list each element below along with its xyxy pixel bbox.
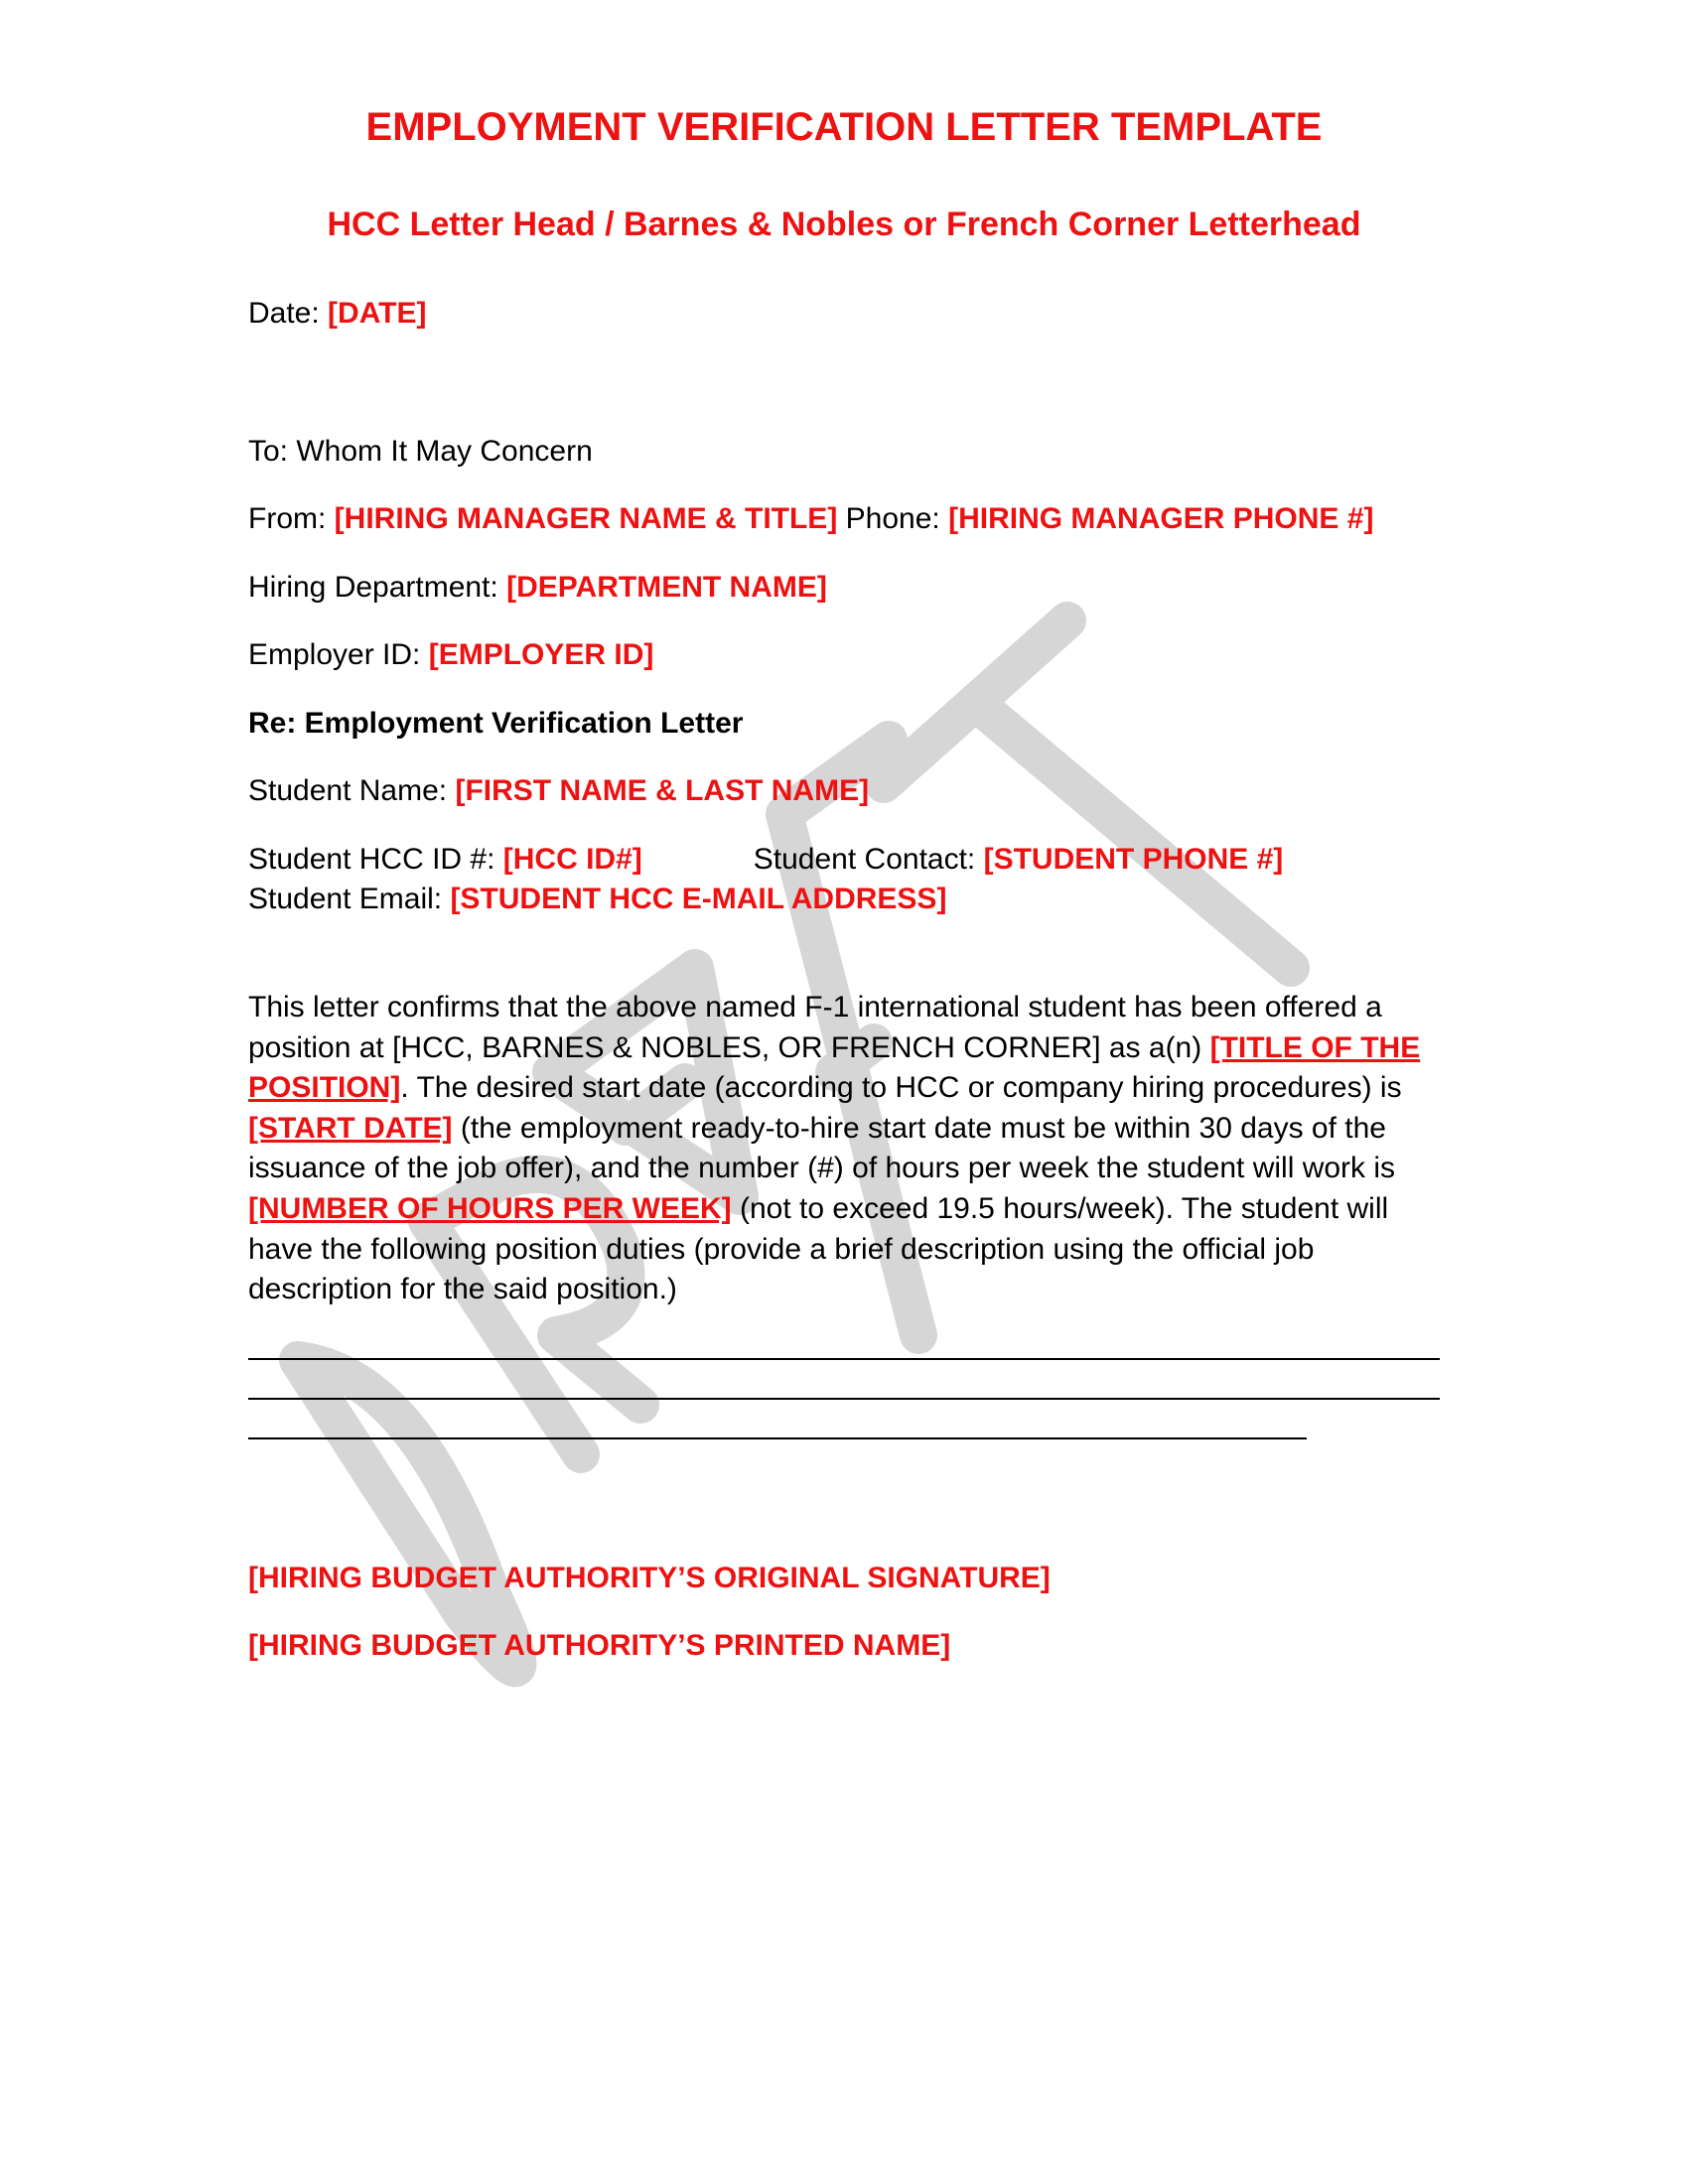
from-label: From: [248, 502, 335, 535]
duties-line-3 [248, 1437, 1307, 1439]
student-email-label: Student Email: [248, 883, 451, 915]
to-line: To: Whom It May Concern [248, 435, 593, 468]
student-phone-placeholder: [STUDENT PHONE #] [983, 843, 1284, 876]
student-name-placeholder: [FIRST NAME & LAST NAME] [455, 774, 870, 807]
duties-line-1 [248, 1358, 1440, 1360]
confirmation-paragraph [248, 988, 1440, 1310]
hiring-manager-placeholder: [HIRING MANAGER NAME & TITLE] [334, 502, 838, 535]
student-email-line [248, 880, 946, 919]
phone-label: Phone: [837, 502, 949, 535]
hiring-manager-phone-placeholder: [HIRING MANAGER PHONE #] [948, 502, 1374, 535]
printed-name-placeholder: [HIRING BUDGET AUTHORITY’S PRINTED NAME] [248, 1629, 951, 1662]
paragraph-text-2: . The desired start date (according to HCC or company hiring procedures) is [400, 1071, 1402, 1105]
position-title-placeholder: [TITLE OF THE POSITION] [248, 1030, 1421, 1105]
signature-placeholder: [HIRING BUDGET AUTHORITY’S ORIGINAL SIGNATURE] [248, 1562, 1051, 1594]
hcc-id-placeholder: [HCC ID#] [502, 843, 642, 876]
from-line [248, 499, 1373, 539]
employer-id-line [248, 635, 653, 675]
re-line: Re: Employment Verification Letter [248, 707, 744, 740]
document-title: EMPLOYMENT VERIFICATION LETTER TEMPLATE [365, 105, 1323, 149]
date-label: Date: [248, 297, 329, 330]
department-placeholder: [DEPARTMENT NAME] [506, 571, 827, 604]
hcc-id-label: Student HCC ID #: [248, 843, 503, 876]
date-placeholder: [DATE] [328, 297, 427, 330]
student-id-line [248, 840, 1283, 880]
letterhead-placeholder: HCC Letter Head / Barnes & Nobles or French Corner Letterhead [327, 205, 1361, 243]
student-email-placeholder: [STUDENT HCC E-MAIL ADDRESS] [450, 883, 947, 915]
student-name-line [248, 771, 869, 811]
start-date-placeholder: [START DATE] [248, 1111, 453, 1145]
paragraph-text-3: (the employment ready-to-hire start date must be within 30 days of the issuance of the job offer), and the number (#) of hours per week the student will work is [248, 1111, 1396, 1185]
date-line [248, 294, 426, 334]
department-line [248, 568, 827, 608]
student-name-label: Student Name: [248, 774, 456, 807]
employer-id-label: Employer ID: [248, 638, 429, 671]
hours-per-week-placeholder: [NUMBER OF HOURS PER WEEK] [248, 1191, 732, 1225]
duties-line-2 [248, 1398, 1440, 1400]
paragraph-text-1: This letter confirms that the above named F-1 international student has been offered a position at [HCC, BARNES & NOBLES, OR FRENCH CORNER] as a(n) [248, 991, 1382, 1064]
paragraph-text-4: (not to exceed 19.5 hours/week). The student will have the following position duties (provide a brief description using the official job description for the said position.) [248, 1191, 1389, 1306]
watermark-letter-d [298, 1360, 517, 1668]
employer-id-placeholder: [EMPLOYER ID] [428, 638, 654, 671]
student-contact-label: Student Contact: [753, 843, 984, 876]
department-label: Hiring Department: [248, 571, 507, 604]
